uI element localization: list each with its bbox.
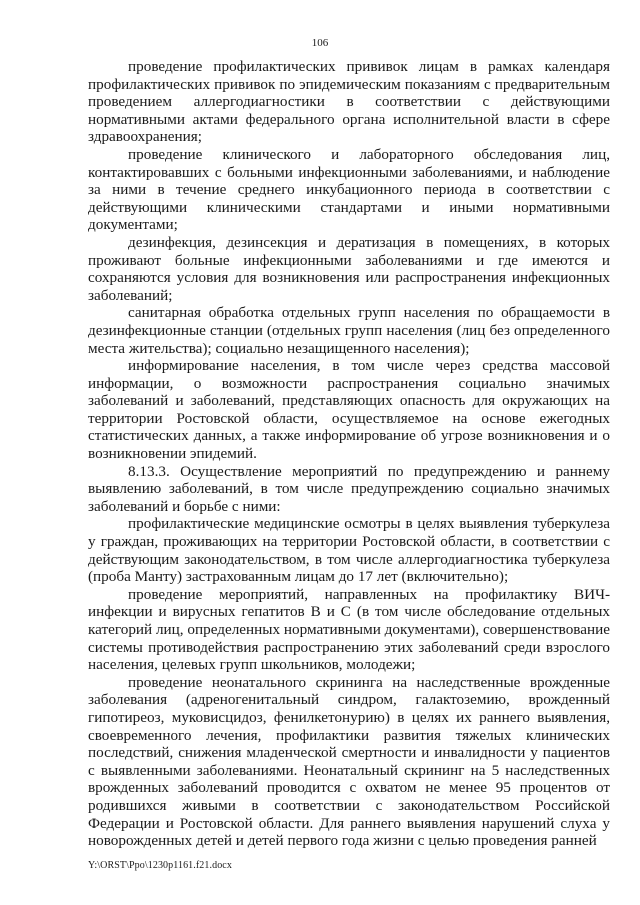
footer-file-path: Y:\ORST\Ppo\1230p1161.f21.docx [88, 860, 232, 871]
paragraph-vaccination: проведение профилактических прививок лицам в рамках календаря профилактических прививок по эпидемическим показаниям с предварительным проведением аллергодиагностики в соответствии с действующими нормативными актами федерального органа исполнительной власти в сфере здравоохранения; [88, 58, 610, 146]
document-body [88, 58, 610, 850]
page-number: 106 [311, 37, 329, 49]
paragraph-section-8-13-3: 8.13.3. Осуществление мероприятий по предупреждению и раннему выявлению заболеваний, в том числе предупреждению социально значимых заболеваний и борьбе с ними: [88, 462, 610, 515]
paragraph-disinfection: дезинфекция, дезинсекция и дератизация в помещениях, в которых проживают больные инфекционными заболеваниями и где имеются и сохраняются условия для возникновения или распространения инфекционных заболеваний; [88, 233, 610, 304]
paragraph-public-information: информирование населения, в том числе через средства массовой информации, о возможности распространения социально значимых заболеваний и заболеваний, представляющих опасность для окружающих на территории Ростовской области, осуществляемое на основе ежегодных статистических данных, а также информирование об угрозе возникновения и о возникновении эпидемий. [88, 357, 610, 463]
paragraph-hiv-hepatitis: проведение мероприятий, направленных на профилактику ВИЧ-инфекции и вирусных гепатитов В и С (в том числе обследование отдельных категорий лиц, определенных нормативными документами), совершенствование системы противодействия распространению этих заболеваний среди взрослого населения, целевых групп школьников, молодежи; [88, 585, 611, 674]
paragraph-contact-examination: проведение клинического и лабораторного обследования лиц, контактировавших с больными инфекционными заболеваниями, и наблюдение за ними в течение среднего инкубационного периода в соответствии с действующими клиническими стандартами и иными нормативными документами; [88, 145, 610, 234]
paragraph-tuberculosis-screening: профилактические медицинские осмотры в целях выявления туберкулеза у граждан, проживающих на территории Ростовской области, в соответствии с действующим законодательством, в том числе аллергодиагностика туберкулеза (проба Манту) застрахованным лицам до 17 лет (включительно); [88, 515, 610, 586]
paragraph-sanitary-treatment: санитарная обработка отдельных групп населения по обращаемости в дезинфекционные станции (отдельных групп населения (лиц без определенного места жительства); социально незащищенного населения); [88, 304, 610, 357]
paragraph-neonatal-screening: проведение неонатального скрининга на наследственные врожденные заболевания (адреногенитальный синдром, галактоземию, врожденный гипотиреоз, муковисцидоз, фенилкетонурию) в целях их раннего выявления, своевременного лечения, профилактики развития тяжелых клинических последствий, снижения младенческой смертности и инвалидности у пациентов с выявленными заболеваниями. Неонатальный скрининг на 5 наследственных врожденных заболеваний проводится с охватом не менее 95 процентов от родившихся живыми в соответствии с законодательством Российской Федерации и Ростовской области. Для раннего выявления нарушений слуха у новорожденных детей и детей первого года жизни с целью проведения ранней [88, 673, 610, 850]
